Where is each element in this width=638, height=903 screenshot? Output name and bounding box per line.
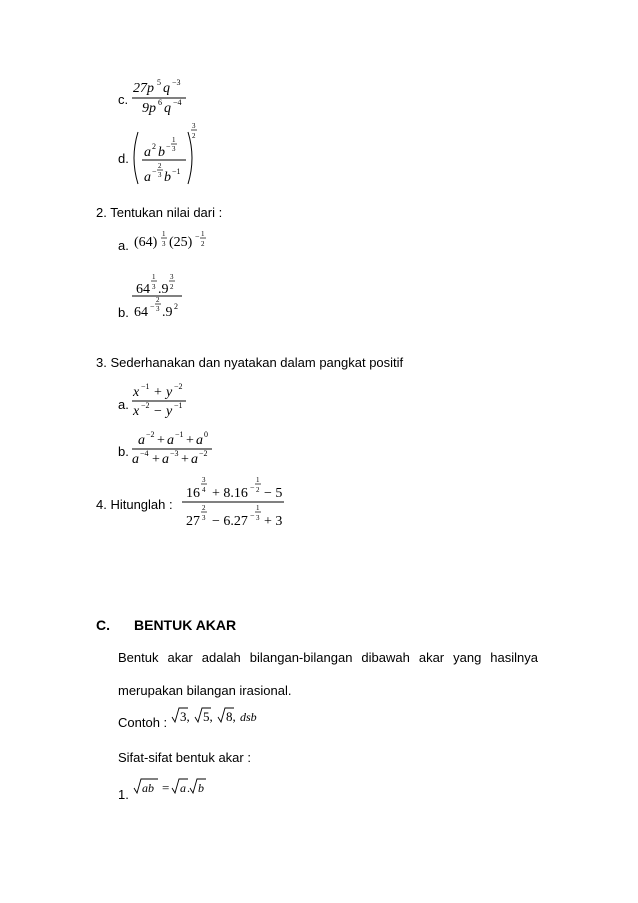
svg-text:+: + [186,433,194,448]
property-1-math [132,774,212,800]
svg-text:a: a [180,781,186,795]
item-d-expression [128,118,208,190]
example-label: Contoh : [118,715,168,730]
svg-text:0: 0 [204,430,208,439]
svg-text:3: 3 [158,171,162,179]
svg-text:y: y [166,404,173,419]
svg-text:=: = [162,780,170,795]
svg-text:−: − [166,142,171,151]
svg-text:−: − [152,167,157,176]
svg-text:ab: ab [142,781,154,795]
svg-text:−1: −1 [172,167,181,176]
svg-text:3: 3 [256,514,260,522]
svg-text:−2: −2 [146,430,155,439]
svg-text:4: 4 [202,486,206,494]
svg-text:9p: 9p [142,101,156,116]
svg-text:2: 2 [158,162,162,170]
svg-text:1: 1 [162,230,166,238]
svg-text:−1: −1 [175,430,184,439]
svg-text:−4: −4 [140,449,149,458]
exercise-4-fraction [180,470,290,532]
svg-text:2: 2 [174,302,178,311]
svg-text:a: a [144,170,151,185]
svg-text:3: 3 [202,514,206,522]
property-1-label: 1. [118,787,129,802]
svg-text:−4: −4 [173,98,182,107]
section-letter: C. [96,617,110,633]
svg-text:−: − [250,483,255,492]
svg-text:8,: 8, [226,709,236,724]
svg-text:27p: 27p [133,81,154,96]
svg-text:b: b [158,145,165,160]
svg-text:3,: 3, [180,709,190,724]
svg-text:q: q [163,81,170,96]
svg-text:a: a [144,145,151,160]
svg-text:a: a [132,452,139,467]
svg-text:dsb: dsb [240,710,257,724]
svg-text:2: 2 [170,283,174,291]
svg-text:− 6.27: − 6.27 [212,514,248,529]
svg-text:−3: −3 [170,449,179,458]
svg-text:+: + [181,452,189,467]
exercise-3a-fraction [130,380,200,420]
svg-text:64: 64 [136,282,150,297]
svg-text:−2: −2 [174,382,183,391]
section-paragraph-line-1: Bentuk akar adalah bilangan-bilangan dibawah akar yang hasilnya [118,650,538,665]
svg-text:2: 2 [152,142,156,151]
svg-text:−2: −2 [199,449,208,458]
svg-text:5: 5 [157,78,161,87]
svg-text:.: . [187,781,190,795]
svg-text:− 5: − 5 [264,486,283,501]
svg-text:1: 1 [172,136,176,144]
svg-text:3: 3 [172,145,176,153]
example-math [170,703,280,729]
svg-text:a: a [167,433,174,448]
svg-text:1: 1 [256,476,260,484]
svg-text:5,: 5, [203,709,213,724]
svg-text:y: y [166,385,173,400]
exercise-2a-label: a. [118,238,129,253]
svg-text:x: x [133,404,140,419]
svg-text:a: a [138,433,145,448]
svg-text:2: 2 [202,504,206,512]
svg-text:−2: −2 [141,401,150,410]
svg-text:−1: −1 [174,401,183,410]
exercise-3b-fraction [130,428,220,468]
svg-text:−: − [150,302,155,311]
svg-text:1: 1 [152,273,156,281]
svg-text:a: a [191,452,198,467]
svg-text:2: 2 [256,486,260,494]
svg-text:2: 2 [156,296,160,304]
exercise-3a-label: a. [118,397,129,412]
svg-text:+: + [157,433,165,448]
svg-text:3: 3 [152,283,156,291]
exercise-2a-expression [132,226,212,256]
svg-text:x: x [133,385,140,400]
svg-text:−3: −3 [172,78,181,87]
svg-text:3: 3 [170,273,174,281]
exercise-2-title: 2. Tentukan nilai dari : [96,205,223,220]
svg-text:+ 8.16: + 8.16 [212,486,248,501]
svg-text:16: 16 [186,486,200,501]
svg-text:64: 64 [134,305,148,320]
svg-text:−1: −1 [141,382,150,391]
svg-text:−: − [154,404,162,419]
svg-text:(64): (64) [134,235,158,250]
svg-text:.9: .9 [158,282,169,297]
exercise-3-title: 3. Sederhanakan dan nyatakan dalam pangkat positif [96,355,404,370]
svg-text:3: 3 [162,240,166,248]
svg-text:1: 1 [256,504,260,512]
svg-text:+: + [152,452,160,467]
svg-text:27: 27 [186,514,200,529]
svg-text:1: 1 [201,230,205,238]
exercise-3b-label: b. [118,444,129,459]
svg-text:q: q [164,101,171,116]
item-c-label: c. [118,92,129,107]
svg-text:−: − [195,232,200,241]
svg-text:a: a [196,433,203,448]
svg-text:6: 6 [158,98,162,107]
properties-label: Sifat-sifat bentuk akar : [118,750,251,765]
section-paragraph-line-2: merupakan bilangan irasional. [118,683,292,698]
svg-text:3: 3 [202,476,206,484]
svg-text:b: b [164,170,171,185]
svg-text:+ 3: + 3 [264,514,283,529]
svg-text:a: a [162,452,169,467]
item-c-fraction [130,74,200,120]
item-d-label: d. [118,151,129,166]
svg-text:3: 3 [192,122,196,130]
svg-text:(25): (25) [169,235,193,250]
svg-text:3: 3 [156,305,160,313]
section-title: BENTUK AKAR [134,617,237,633]
svg-text:−: − [250,511,255,520]
svg-text:2: 2 [201,240,205,248]
exercise-2b-fraction [130,266,200,326]
svg-text:2: 2 [192,132,196,140]
exercise-4-title: 4. Hitunglah : [96,497,173,512]
svg-text:+: + [154,385,162,400]
svg-text:b: b [198,781,204,795]
svg-text:.9: .9 [162,305,173,320]
exercise-2b-label: b. [118,305,129,320]
